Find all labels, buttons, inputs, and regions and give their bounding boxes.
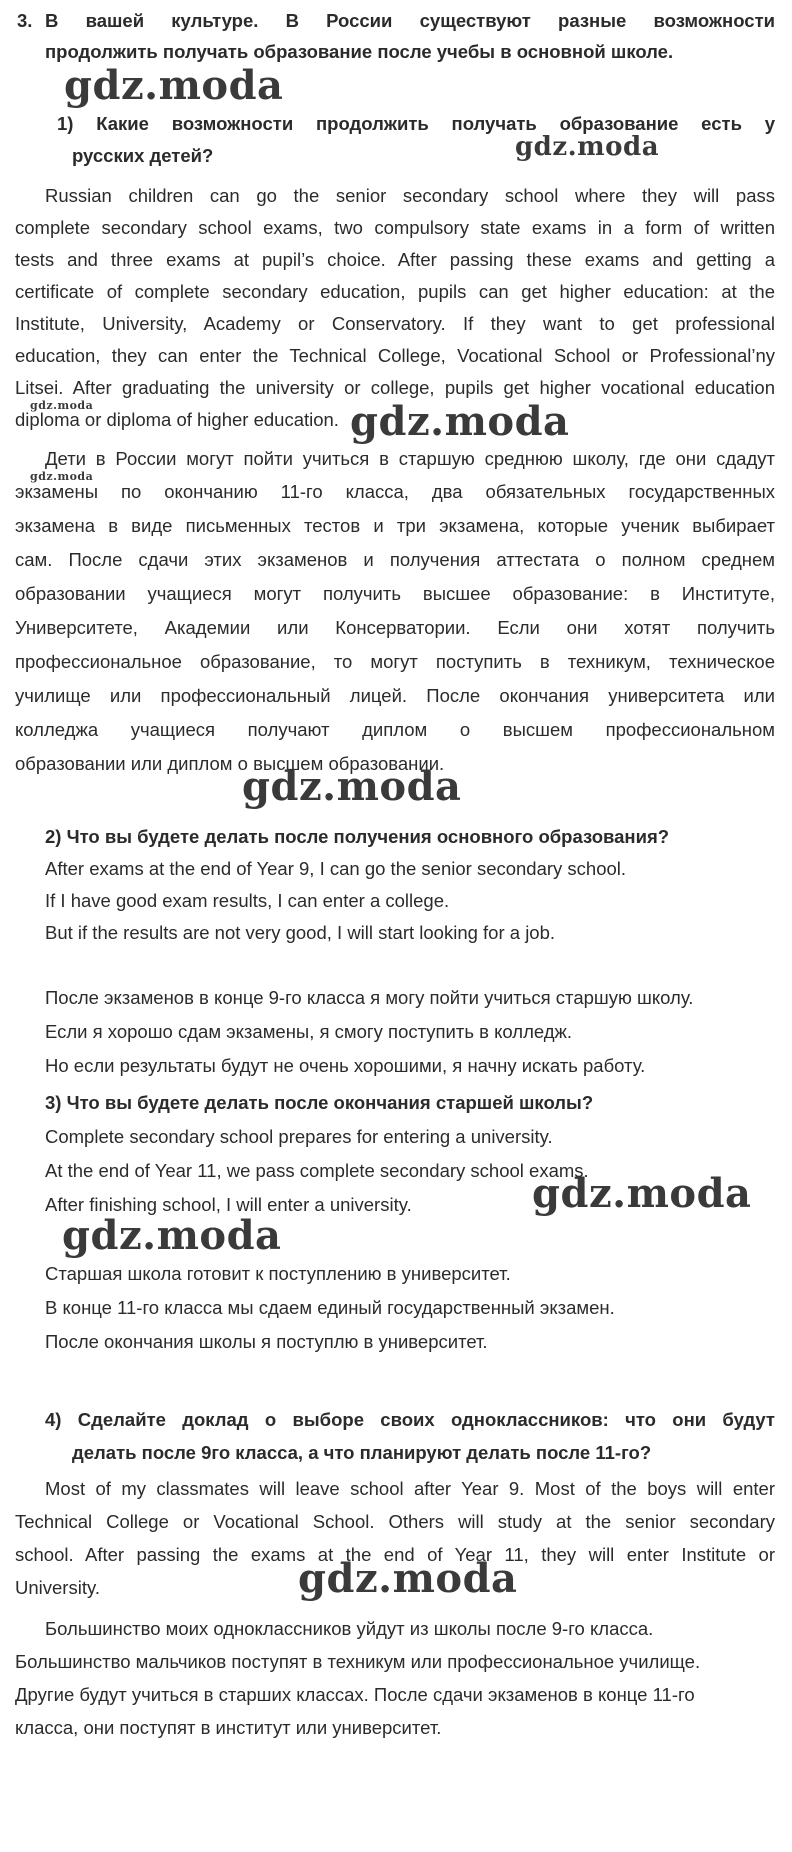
q1-ru-line: сам. После сдачи этих экзаменов и получения аттестата о полном среднем [15, 549, 775, 570]
question-1-line-1: 1) Какие возможности продолжить получать образование есть у [57, 113, 775, 134]
q1-ru-line: образовании учащиеся могут получить высшее образование: в Институте, [15, 583, 775, 604]
q3-en-line: At the end of Year 11, we pass complete secondary school exams. [45, 1160, 589, 1181]
q4-en-line: Most of my classmates will leave school after Year 9. Most of the boys will enter [45, 1478, 775, 1499]
watermark-logo-small: gdz.moda [30, 399, 94, 412]
q3-ru-line: В конце 11-го класса мы сдаем единый государственный экзамен. [45, 1297, 615, 1318]
q1-ru-line: экзамена в виде письменных тестов и три экзамена, которые ученик выбирает [15, 515, 775, 536]
question-3-title: 3) Что вы будете делать после окончания старшей школы? [45, 1092, 594, 1113]
watermark-logo: gdz.moda [515, 132, 660, 162]
exercise-header-line-1: В вашей культуре. В России существуют разные возможности [45, 10, 775, 31]
q3-ru-line: Старшая школа готовит к поступлению в университет. [45, 1263, 511, 1284]
q2-en-line: If I have good exam results, I can enter a college. [45, 890, 450, 911]
watermark-logo: gdz.moda [62, 1212, 282, 1259]
watermark-logo: gdz.moda [64, 62, 284, 109]
watermark-logo-small: gdz.moda [30, 470, 94, 483]
q1-ru-line: Дети в России могут пойти учиться в старшую среднюю школу, где они сдадут [45, 448, 775, 469]
q1-en-line: Institute, University, Academy or Conservatory. If they want to get professional [15, 313, 775, 334]
watermark-logo: gdz.moda [242, 763, 462, 810]
q1-en-line: certificate of complete secondary education, pupils can get higher education: at the [15, 281, 775, 302]
question-4-line-1: 4) Сделайте доклад о выборе своих одноклассников: что они будут [45, 1409, 775, 1430]
watermark-logo: gdz.moda [350, 398, 570, 445]
q4-en-line: University. [15, 1577, 100, 1598]
exercise-header-line-2: продолжить получать образование после учебы в основной школе. [45, 41, 674, 62]
question-4-line-2: делать после 9го класса, а что планируют делать после 11-го? [72, 1442, 652, 1463]
q2-en-line: After exams at the end of Year 9, I can go the senior secondary school. [45, 858, 627, 879]
q2-en-line: But if the results are not very good, I will start looking for a job. [45, 922, 556, 943]
q1-en-line: tests and three exams at pupil’s choice. After passing these exams and getting a [15, 249, 775, 270]
q2-ru-line: После экзаменов в конце 9-го класса я могу пойти учиться старшую школу. [45, 987, 694, 1008]
q1-ru-line: профессиональное образование, то могут поступить в техникум, техническое [15, 651, 775, 672]
q1-en-line: Russian children can go the senior secondary school where they will pass [45, 185, 775, 206]
q1-ru-line: колледжа учащиеся получают диплом о высшем профессиональном [15, 719, 775, 740]
q4-en-line: school. After passing the exams at the end of Year 11, they will enter Institute or [15, 1544, 775, 1565]
q1-ru-line: экзамены по окончанию 11-го класса, два обязательных государственных [15, 481, 775, 502]
q1-ru-line: Университете, Академии или Консерватории. Если они хотят получить [15, 617, 775, 638]
q1-en-line: diploma or diploma of higher education. [15, 409, 339, 430]
q1-ru-line: образовании или диплом о высшем образовании. [15, 753, 445, 774]
q1-en-line: education, they can enter the Technical College, Vocational School or Professional’ny [15, 345, 775, 366]
q2-ru-line: Если я хорошо сдам экзамены, я смогу поступить в колледж. [45, 1021, 573, 1042]
q1-en-line: Litsei. After graduating the university or college, pupils get higher vocational education [15, 377, 775, 398]
question-1-line-2: русских детей? [72, 145, 214, 166]
question-2-title: 2) Что вы будете делать после получения основного образования? [45, 826, 670, 847]
q4-ru-line: класса, они поступят в институт или университет. [15, 1717, 442, 1738]
q3-en-line: Complete secondary school prepares for entering a university. [45, 1126, 553, 1147]
q4-ru-line: Большинство моих одноклассников уйдут из школы после 9-го класса. [45, 1618, 654, 1639]
q1-ru-line: училище или профессиональный лицей. После окончания университета или [15, 685, 775, 706]
watermark-logo: gdz.moda [532, 1170, 752, 1217]
q4-en-line: Technical College or Vocational School. Others will study at the senior secondary [15, 1511, 775, 1532]
watermark-logo: gdz.moda [298, 1555, 518, 1602]
q1-en-line: complete secondary school exams, two compulsory state exams in a form of written [15, 217, 775, 238]
q3-ru-line: После окончания школы я поступлю в университет. [45, 1331, 488, 1352]
q4-ru-line: Большинство мальчиков поступят в техникум или профессиональное училище. [15, 1651, 701, 1672]
exercise-number: 3. [17, 10, 33, 31]
q3-en-line: After finishing school, I will enter a university. [45, 1194, 412, 1215]
q2-ru-line: Но если результаты будут не очень хорошими, я начну искать работу. [45, 1055, 646, 1076]
q4-ru-line: Другие будут учиться в старших классах. После сдачи экзаменов в конце 11-го [15, 1684, 695, 1705]
